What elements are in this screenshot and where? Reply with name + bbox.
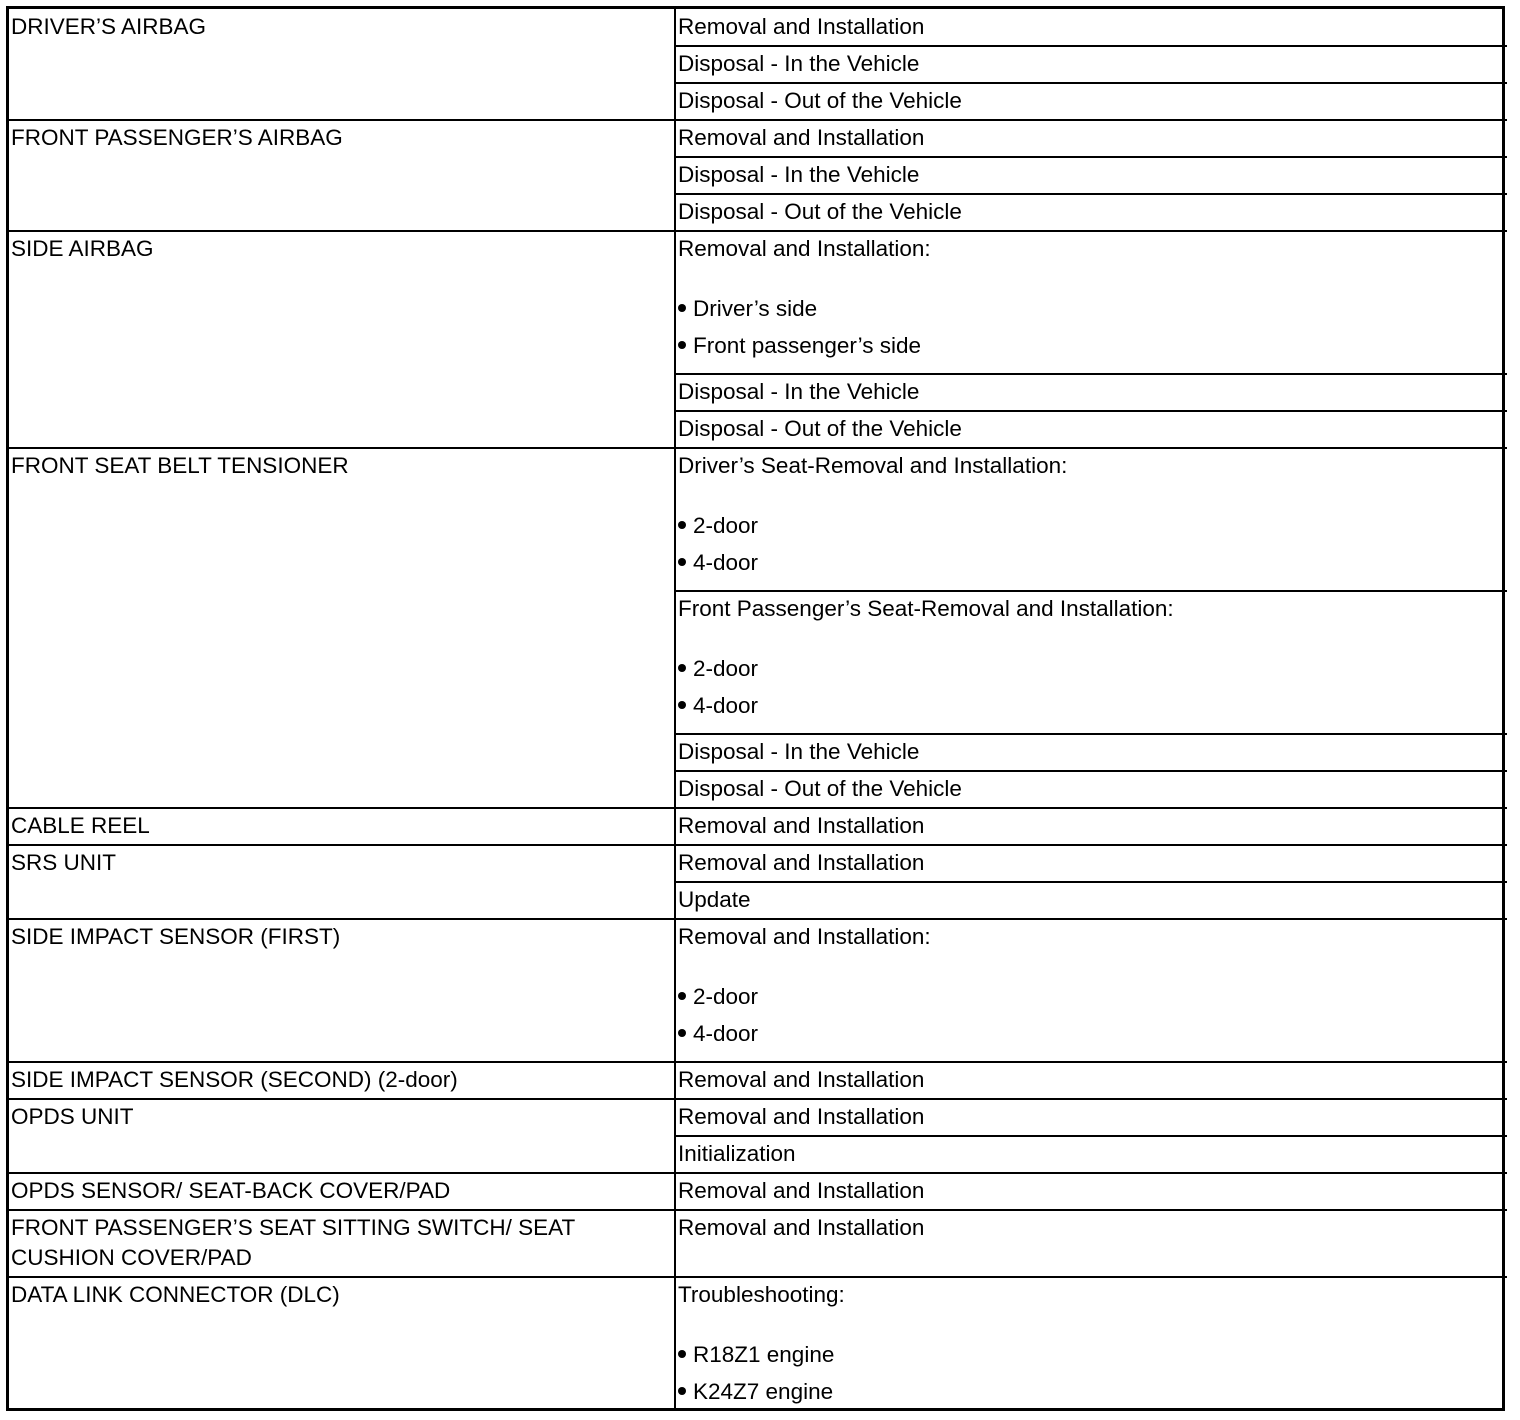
procedure-link[interactable]: Removal and Installation xyxy=(678,813,925,838)
sub-row-divider xyxy=(675,590,1507,592)
procedure-variant-label: 4-door xyxy=(693,1021,759,1046)
procedure-link[interactable]: Disposal - Out of the Vehicle xyxy=(678,416,962,441)
bullet-icon xyxy=(678,992,686,1000)
component-name: SRS UNIT xyxy=(11,850,117,875)
procedure-variant-label: K24Z7 engine xyxy=(693,1379,834,1404)
procedure-link[interactable]: Removal and Installation xyxy=(678,1215,925,1240)
procedure-variant-link[interactable] xyxy=(678,691,758,721)
procedure-link[interactable]: Initialization xyxy=(678,1141,796,1166)
row-divider xyxy=(9,230,1507,232)
component-name: SIDE IMPACT SENSOR (FIRST) xyxy=(11,924,341,949)
procedure-link[interactable]: Removal and Installation xyxy=(678,850,925,875)
component-name: FRONT SEAT BELT TENSIONER xyxy=(11,453,349,478)
sub-row-divider xyxy=(675,410,1507,412)
bullet-icon xyxy=(678,521,686,529)
procedure-variant-link[interactable] xyxy=(678,331,921,361)
sub-row-divider xyxy=(675,733,1507,735)
procedure-variant-label: 2-door xyxy=(693,656,759,681)
bullet-icon xyxy=(678,304,686,312)
row-divider xyxy=(9,1098,1507,1100)
procedure-variant-label: 2-door xyxy=(693,513,759,538)
bullet-icon xyxy=(678,1029,686,1037)
component-name: CABLE REEL xyxy=(11,813,150,838)
row-divider xyxy=(9,1061,1507,1063)
component-name: DATA LINK CONNECTOR (DLC) xyxy=(11,1282,340,1307)
procedure-link[interactable]: Update xyxy=(678,887,751,912)
component-name: OPDS UNIT xyxy=(11,1104,134,1129)
procedure-link[interactable]: Removal and Installation xyxy=(678,125,925,150)
procedure-heading[interactable]: Front Passenger’s Seat-Removal and Installation: xyxy=(678,596,1174,621)
sub-row-divider xyxy=(675,193,1507,195)
sub-row-divider xyxy=(675,1135,1507,1137)
row-divider xyxy=(9,119,1507,121)
component-name: FRONT PASSENGER’S AIRBAG xyxy=(11,125,343,150)
row-divider xyxy=(9,1276,1507,1278)
sub-row-divider xyxy=(675,45,1507,47)
sub-row-divider xyxy=(675,881,1507,883)
procedure-index-table xyxy=(6,6,1505,1411)
row-divider xyxy=(9,918,1507,920)
procedure-variant-link[interactable] xyxy=(678,982,758,1012)
component-name: SIDE IMPACT SENSOR (SECOND) (2-door) xyxy=(11,1067,458,1092)
row-divider xyxy=(9,844,1507,846)
procedure-variant-link[interactable] xyxy=(678,1340,834,1370)
bullet-icon xyxy=(678,558,686,566)
component-name: OPDS SENSOR/ SEAT-BACK COVER/PAD xyxy=(11,1178,451,1203)
row-divider xyxy=(9,1172,1507,1174)
procedure-link[interactable]: Disposal - In the Vehicle xyxy=(678,739,920,764)
procedure-variant-link[interactable] xyxy=(678,654,758,684)
procedure-variant-label: 4-door xyxy=(693,550,759,575)
procedure-variant-link[interactable] xyxy=(678,1019,758,1049)
bullet-icon xyxy=(678,701,686,709)
component-name: DRIVER’S AIRBAG xyxy=(11,14,207,39)
procedure-variant-link[interactable] xyxy=(678,294,817,324)
procedure-link[interactable]: Removal and Installation xyxy=(678,1178,925,1203)
procedure-variant-link[interactable] xyxy=(678,1377,833,1407)
sub-row-divider xyxy=(675,373,1507,375)
procedure-variant-label: Driver’s side xyxy=(693,296,818,321)
row-divider xyxy=(9,807,1507,809)
procedure-variant-label: 4-door xyxy=(693,693,759,718)
procedure-link[interactable]: Removal and Installation xyxy=(678,14,925,39)
procedure-link[interactable]: Disposal - Out of the Vehicle xyxy=(678,88,962,113)
procedure-heading[interactable]: Driver’s Seat-Removal and Installation: xyxy=(678,453,1068,478)
sub-row-divider xyxy=(675,156,1507,158)
bullet-icon xyxy=(678,1350,686,1358)
bullet-icon xyxy=(678,341,686,349)
procedure-link[interactable]: Removal and Installation xyxy=(678,1104,925,1129)
bullet-icon xyxy=(678,664,686,672)
procedure-link[interactable]: Disposal - In the Vehicle xyxy=(678,162,920,187)
procedure-variant-label: Front passenger’s side xyxy=(693,333,922,358)
procedure-link[interactable]: Removal and Installation xyxy=(678,1067,925,1092)
procedure-variant-label: R18Z1 engine xyxy=(693,1342,835,1367)
procedure-variant-link[interactable] xyxy=(678,548,758,578)
procedure-link[interactable]: Disposal - Out of the Vehicle xyxy=(678,776,962,801)
component-name: SIDE AIRBAG xyxy=(11,236,154,261)
procedure-variant-label: 2-door xyxy=(693,984,759,1009)
sub-row-divider xyxy=(675,770,1507,772)
procedure-heading[interactable]: Removal and Installation: xyxy=(678,236,931,261)
component-name: FRONT PASSENGER’S SEAT SITTING SWITCH/ SEAT CUSHION COVER/PAD xyxy=(11,1215,575,1270)
row-divider xyxy=(9,1209,1507,1211)
row-divider xyxy=(9,447,1507,449)
column-divider xyxy=(674,9,676,1408)
procedure-link[interactable]: Disposal - In the Vehicle xyxy=(678,379,920,404)
sub-row-divider xyxy=(675,82,1507,84)
procedure-heading[interactable]: Troubleshooting: xyxy=(678,1282,845,1307)
procedure-link[interactable]: Disposal - Out of the Vehicle xyxy=(678,199,962,224)
bullet-icon xyxy=(678,1387,686,1395)
procedure-heading[interactable]: Removal and Installation: xyxy=(678,924,931,949)
procedure-variant-link[interactable] xyxy=(678,511,758,541)
procedure-link[interactable]: Disposal - In the Vehicle xyxy=(678,51,920,76)
